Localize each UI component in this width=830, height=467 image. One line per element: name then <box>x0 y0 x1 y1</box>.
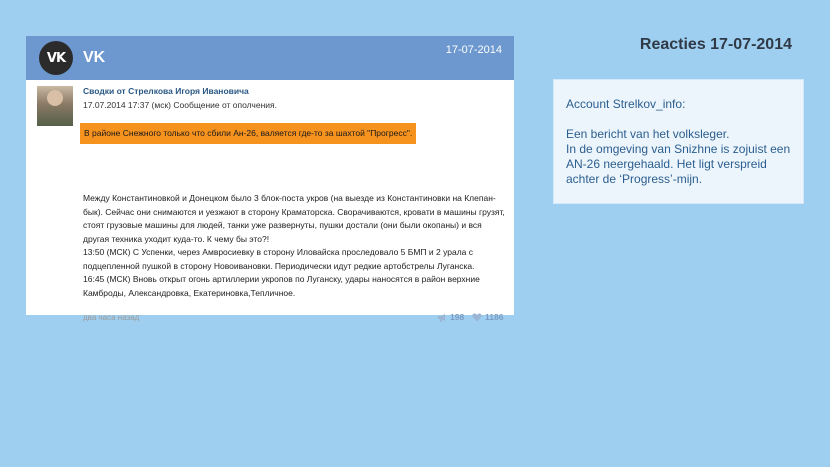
share-button[interactable] <box>437 312 464 322</box>
post-paragraph: 13:50 (МСК) С Успенки, через Амвросиевку в сторону Иловайска проследовало 5 БМП и 2 урала с подцепленной пушкой в сторону Новоивановки. Периодически идут редкие артобстрелы Луганска. <box>83 247 475 271</box>
heart-icon <box>472 313 482 322</box>
account-title: Account Strelkov_info: <box>566 97 686 111</box>
post-body <box>83 192 505 300</box>
megaphone-icon <box>437 313 447 322</box>
like-count: 1186 <box>485 312 504 322</box>
translation-line: In de omgeving van Snizhne is zojuist een AN-26 neergehaald. Het ligt verspreid achter de ‘Progress’-mijn. <box>566 142 791 186</box>
post-paragraph: 16:45 (МСК) Вновь открыт огонь артиллерии укропов по Луганску, удары наносятся в район верхние Камброды, Александровка, Екатериновка,Тепличное. <box>83 274 480 298</box>
vk-header <box>26 36 514 80</box>
translation-line: Een bericht van het volksleger. <box>566 127 730 141</box>
vk-post-card <box>26 36 514 322</box>
post-date: 17-07-2014 <box>445 44 502 56</box>
vk-logo-icon[interactable]: VK <box>39 41 73 75</box>
post-paragraph: Между Константиновкой и Донецком было 3 блок-поста укров (на выезде из Константиновки на Клепан-бык). Сейчас они снимаются и уезжают в сторону Краматорска. Сворачиваются, кровати в машины грузят, стоят грузовые машины для людей, танки уже развернуты, пушки достали (они были окопаны) и вся другая техника уходит куда-то. К чему бы это?! <box>83 193 505 244</box>
like-button[interactable] <box>472 312 503 322</box>
translation-box <box>553 79 804 204</box>
page-heading: Reacties 17-07-2014 <box>639 36 792 53</box>
vk-site-name: VK <box>83 49 106 66</box>
avatar[interactable] <box>37 86 73 126</box>
time-ago[interactable]: два часа назад <box>83 313 140 322</box>
highlighted-message: В районе Снежного только что сбили Ан-26, валяется где-то за шахтой "Прогресс". <box>80 123 416 144</box>
post-meta: 17.07.2014 17:37 (мск) Сообщение от ополчения. <box>83 100 277 110</box>
share-count: 198 <box>450 312 465 322</box>
author-link[interactable]: Сводки от Стрелкова Игоря Ивановича <box>83 86 249 96</box>
